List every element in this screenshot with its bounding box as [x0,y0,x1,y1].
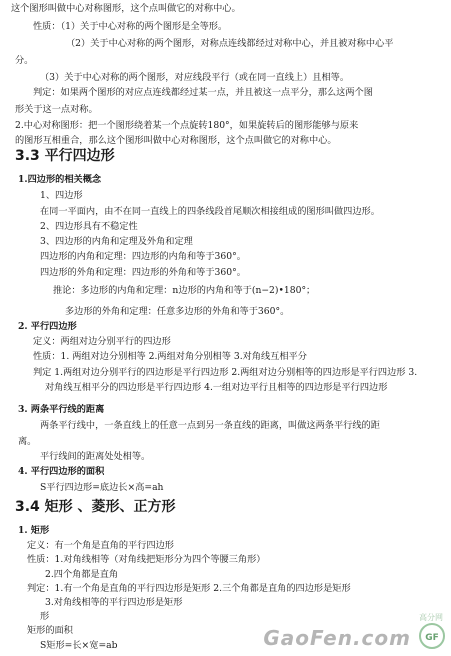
text-line: 定义：两组对边分别平行的四边形 [33,336,171,347]
text-line: 平行线间的距离处处相等。 [40,451,151,462]
text-line: （2）关于中心对称的两个图形，对称点连线都经过对称中心，并且被对称中心平 [66,38,394,49]
text-line: 1、四边形 [40,190,83,201]
text-line: S平行四边形=底边长×高=ah [40,482,164,493]
text-line: 形 [40,611,50,622]
text-line: 性质：1.对角线相等（对角线把矩形分为四个等腰三角形） [27,554,266,565]
text-line: 这个图形叫做中心对称图形，这个点叫做它的对称中心。 [11,3,241,14]
text-line: 四边形的内角和定理：四边形的内角和等于360°。 [40,251,246,262]
text-line: 定义：有一个角是直角的平行四边形 [27,540,174,551]
text-line: 判定：1.有一个角是直角的平行四边形是矩形 2.三个角都是直角的四边形是矩形 [27,583,351,594]
text-line: S矩形=长×宽=ab [40,640,118,651]
subsection-heading: 4. 平行四边形的面积 [18,466,105,477]
text-line: 判定 1.两组对边分别平行的四边形是平行四边形 2.两组对边分别相等的四边形是平行四边形 3. [33,367,418,378]
text-line: 推论：多边形的内角和定理：n边形的内角和等于(n−2)•180°； [53,285,316,296]
subsection-heading: 1.四边形的相关概念 [18,174,102,185]
watermark [263,613,445,652]
subsection-heading: 2. 平行四边形 [18,321,77,332]
watermark-logo-icon: GF [419,623,445,649]
subsection-heading: 3. 两条平行线的距离 [18,404,105,415]
text-line: 四边形的外角和定理：四边形的外角和等于360°。 [40,267,246,278]
text-line: 判定：如果两个图形的对应点连线都经过某一点，并且被这一点平分，那么这两个图 [33,87,373,98]
text-line: 矩形的面积 [27,625,73,636]
subsection-heading: 1. 矩形 [18,525,50,536]
text-line: 多边形的外角和定理：任意多边形的外角和等于360°。 [65,306,290,317]
text-line: 2.中心对称图形：把一个图形绕着某一个点旋转180°，如果旋转后的图形能够与原来 [15,120,359,131]
text-line: 形关于这一点对称。 [15,104,98,115]
text-line: 的图形互相重合，那么这个图形叫做中心对称图形，这个点叫做它的对称中心。 [15,135,337,146]
watermark-text: GaoFen.com [263,626,411,650]
text-line: 2、四边形具有不稳定性 [40,221,138,232]
text-line: 对角线互相平分的四边形是平行四边形 4.一组对边平行且相等的四边形是平行四边形 [45,382,388,393]
section-heading: 3.3 平行四边形 [15,148,115,164]
section-heading: 3.4 矩形 、菱形、正方形 [15,499,176,515]
text-line: 分。 [15,55,34,66]
text-line: 3、四边形的内角和定理及外角和定理 [40,236,193,247]
text-line: 性质：（1）关于中心对称的两个图形是全等形。 [33,21,228,32]
text-line: 在同一平面内，由不在同一直线上的四条线段首尾顺次相接组成的图形叫做四边形。 [40,206,380,217]
watermark-subtext: 高分网 [419,613,443,622]
text-line: 3.对角线相等的平行四边形是矩形 [45,597,183,608]
text-line: 两条平行线中，一条直线上的任意一点到另一条直线的距离，叫做这两条平行线的距 [40,420,380,431]
text-line: （3）关于中心对称的两个图形，对应线段平行（或在同一直线上）且相等。 [40,72,350,83]
text-line: 2.四个角都是直角 [45,569,119,580]
text-line: 离。 [18,436,37,447]
text-line: 性质：1. 两组对边分别相等 2.两组对角分别相等 3.对角线互相平分 [33,351,307,362]
